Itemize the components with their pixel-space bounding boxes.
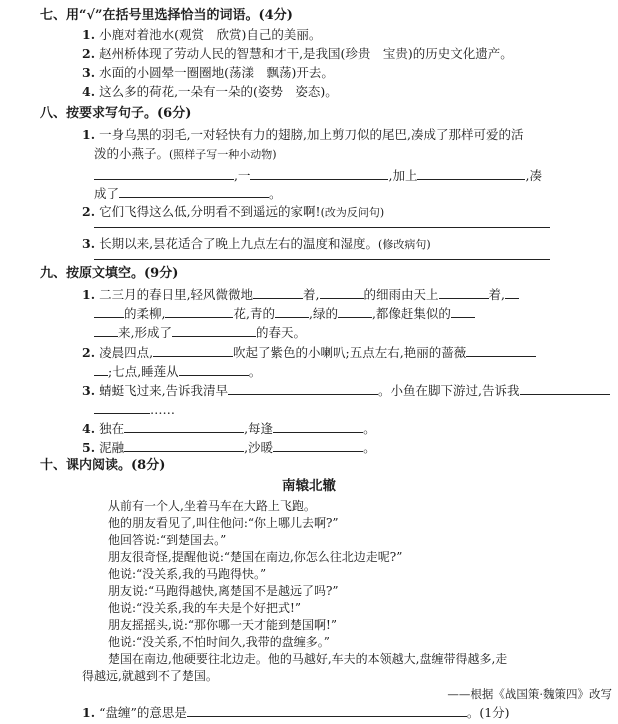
answer-blank[interactable] bbox=[94, 304, 124, 318]
answer-blank[interactable] bbox=[94, 362, 108, 376]
answer-blank[interactable] bbox=[275, 304, 309, 318]
section-9-heading: 九、按原文填空。(9分) bbox=[40, 266, 179, 281]
story-line: 他说:“没关系,不怕时间久,我带的盘缠多。” bbox=[108, 635, 330, 649]
answer-blank[interactable] bbox=[124, 419, 244, 433]
s8-q3: 3. 长期以来,昙花适合了晚上九点左右的温度和湿度。(修改病句) bbox=[82, 236, 431, 251]
s8-q1-line2: 泼的小燕子。(照样子写一种小动物) bbox=[94, 146, 277, 161]
story-line: 得越远,就越到不了楚国。 bbox=[82, 669, 218, 683]
s7-item-4: 4. 这么多的荷花,一朵有一朵的(姿势 姿态)。 bbox=[82, 84, 338, 99]
story-line: 他说:“没关系,我的车夫是个好把式!” bbox=[108, 601, 301, 615]
s7-item-2: 2. 赵州桥体现了劳动人民的智慧和才干,是我国(珍贵 宝贵)的历史文化遗产。 bbox=[82, 46, 513, 61]
s8-q1-answer-row1[interactable]: ,一 ,加上 ,凑 bbox=[94, 166, 542, 184]
story-line: 朋友摇摇头,说:“那你哪一天才能到楚国啊!” bbox=[108, 618, 337, 632]
section-10-heading: 十、课内阅读。(8分) bbox=[40, 458, 166, 473]
answer-blank[interactable] bbox=[451, 304, 475, 318]
s9-q5[interactable]: 5. 泥融 ,沙暖 。 bbox=[82, 440, 376, 455]
s7-item-1: 1. 小鹿对着池水(观赏 欣赏)自己的美丽。 bbox=[82, 27, 322, 42]
s8-q1-answer-row2[interactable]: 成了 。 bbox=[94, 186, 282, 201]
section-7-heading: 七、用“√”在括号里选择恰当的词语。(4分) bbox=[40, 8, 293, 23]
answer-blank[interactable] bbox=[94, 166, 234, 180]
answer-blank[interactable] bbox=[94, 323, 118, 337]
answer-blank[interactable] bbox=[520, 381, 610, 395]
s9-q2-row1[interactable]: 2. 凌晨四点, 吹起了紫色的小喇叭;五点左右,艳丽的蔷薇 bbox=[82, 343, 536, 361]
answer-blank[interactable] bbox=[94, 400, 150, 414]
s8-q3-answer-line[interactable] bbox=[94, 258, 550, 260]
s9-q3-row2[interactable]: …… bbox=[94, 400, 175, 418]
answer-blank[interactable] bbox=[165, 304, 233, 318]
answer-blank[interactable] bbox=[172, 323, 256, 337]
story-line: 朋友很奇怪,提醒他说:“楚国在南边,你怎么往北边走呢?” bbox=[108, 550, 403, 564]
answer-blank[interactable] bbox=[273, 419, 363, 433]
s9-q3-row1[interactable]: 3. 蜻蜓飞过来,告诉我清早 。小鱼在脚下游过,告诉我 bbox=[82, 381, 610, 399]
s8-q2-answer-line[interactable] bbox=[94, 226, 550, 228]
story-line: 从前有一个人,坐着马车在大路上飞跑。 bbox=[108, 499, 316, 513]
story-line: 他回答说:“到楚国去。” bbox=[108, 533, 227, 547]
answer-blank[interactable] bbox=[124, 438, 244, 452]
s9-q1-row2[interactable]: 的柔柳, 花,青的 ,绿的 ,都像赶集似的 bbox=[94, 304, 475, 322]
answer-blank[interactable] bbox=[466, 343, 536, 357]
s9-q1-row1[interactable]: 1. 二三月的春日里,轻风微微地 着, 的细雨由天上 着, bbox=[82, 285, 519, 303]
answer-blank[interactable] bbox=[338, 304, 372, 318]
answer-blank[interactable] bbox=[119, 184, 269, 198]
answer-blank[interactable] bbox=[273, 438, 363, 452]
answer-blank[interactable] bbox=[417, 166, 525, 180]
answer-blank[interactable] bbox=[505, 285, 519, 299]
story-line: 他说:“没关系,我的马跑得快。” bbox=[108, 567, 267, 581]
story-line: 朋友说:“马跑得越快,离楚国不是越远了吗?” bbox=[108, 584, 339, 598]
answer-blank[interactable] bbox=[320, 285, 364, 299]
s10-q1[interactable]: 1. “盘缠”的意思是 。(1分) bbox=[82, 705, 510, 720]
answer-blank[interactable] bbox=[253, 285, 303, 299]
s9-q2-row2[interactable]: ;七点,睡莲从 。 bbox=[94, 362, 261, 380]
answer-blank[interactable] bbox=[439, 285, 489, 299]
s9-q1-row3[interactable]: 来,形成了 的春天。 bbox=[94, 323, 306, 341]
s9-q4[interactable]: 4. 独在 ,每逢 。 bbox=[82, 421, 376, 436]
s8-q2: 2. 它们飞得这么低,分明看不到遥远的家啊!(改为反问句) bbox=[82, 204, 385, 219]
story-source: ——根据《战国策·魏策四》改写 bbox=[447, 687, 612, 701]
s8-q1-line1: 1. 一身乌黑的羽毛,一对轻快有力的翅膀,加上剪刀似的尾巴,凑成了那样可爱的活 bbox=[82, 127, 524, 142]
answer-blank[interactable] bbox=[153, 343, 233, 357]
answer-blank[interactable] bbox=[228, 381, 378, 395]
answer-blank[interactable] bbox=[187, 703, 467, 717]
section-8-heading: 八、按要求写句子。(6分) bbox=[40, 106, 192, 121]
story-line: 他的朋友看见了,叫住他问:“你上哪儿去啊?” bbox=[108, 516, 339, 530]
answer-blank[interactable] bbox=[250, 166, 388, 180]
answer-blank[interactable] bbox=[179, 362, 249, 376]
s7-item-3: 3. 水面的小圆晕一圈圈地(荡漾 飘荡)开去。 bbox=[82, 65, 334, 80]
story-line: 楚国在南边,他硬要往北边走。他的马越好,车夫的本领越大,盘缠带得越多,走 bbox=[108, 652, 508, 666]
story-title: 南辕北辙 bbox=[282, 478, 336, 494]
